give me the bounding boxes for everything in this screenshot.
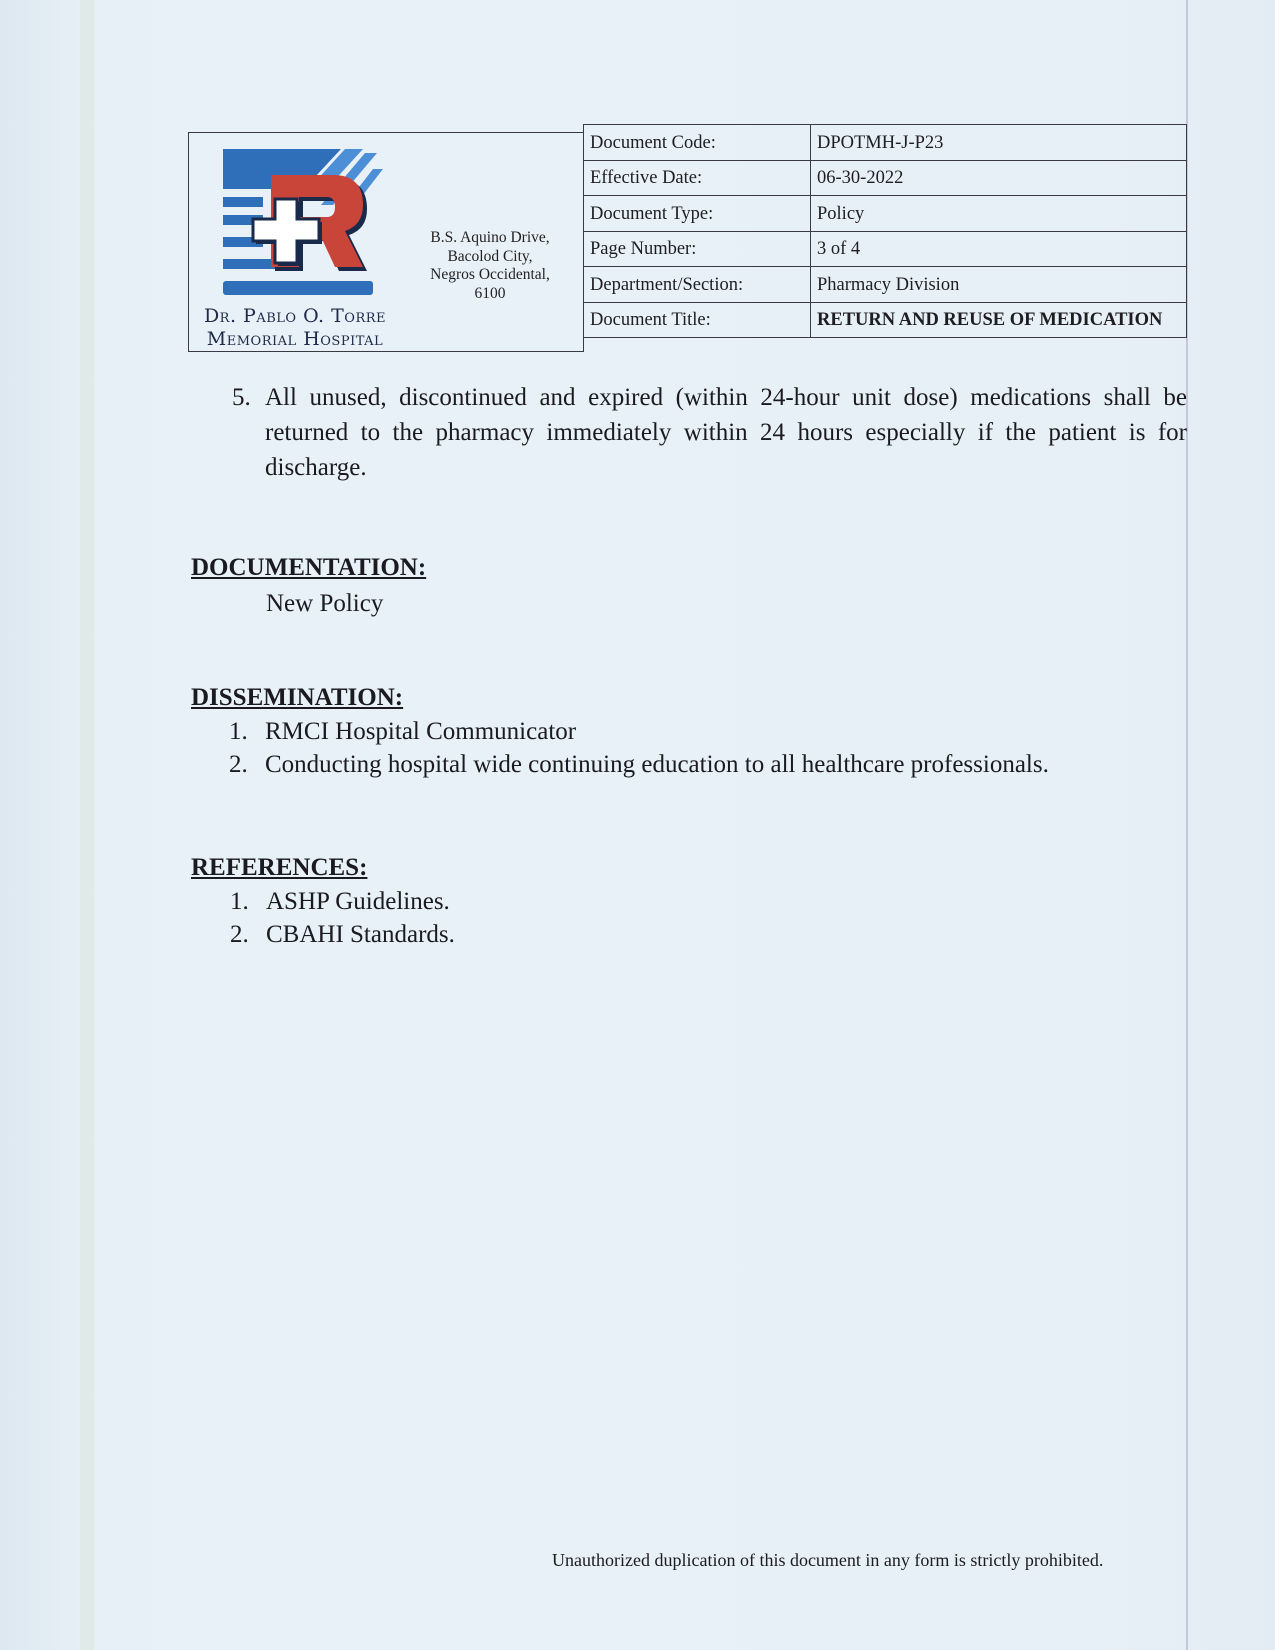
item-number: 5. (232, 384, 251, 411)
table-row (584, 125, 1187, 161)
address-line: Bacolod City, (447, 247, 533, 265)
list-item-number: 2. (229, 751, 248, 778)
list-item (229, 751, 1179, 783)
footer-notice: Unauthorized duplication of this document in any form is strictly prohibited. (552, 1550, 1104, 1570)
page-number-value: 3 of 4 (811, 231, 1187, 267)
hospital-address (411, 229, 569, 303)
list-item (230, 921, 730, 953)
document-title-value: RETURN AND REUSE OF MEDICATION (811, 302, 1187, 338)
table-row (584, 160, 1187, 196)
list-item-number: 2. (230, 921, 249, 948)
effective-date-value: 06-30-2022 (811, 160, 1187, 196)
list-item-text: ASHP Guidelines. (266, 888, 450, 915)
table-row (584, 196, 1187, 232)
list-item (230, 888, 730, 920)
address-line: 6100 (474, 284, 506, 302)
document-type-label: Document Type: (584, 196, 811, 232)
dissemination-heading: DISSEMINATION: (191, 684, 404, 711)
item-text: All unused, discontinued and expired (within 24-hour unit dose) medications shall be returned to the pharmacy immediately within 24 hours especially if the patient is for discharge. (265, 384, 1187, 481)
effective-date-label: Effective Date: (584, 160, 811, 196)
documentation-text: New Policy (266, 590, 384, 617)
list-item-text: CBAHI Standards. (266, 921, 455, 948)
table-row (584, 302, 1187, 338)
list-item-number: 1. (230, 888, 249, 915)
address-line: B.S. Aquino Drive, (430, 229, 550, 246)
hospital-name (195, 305, 395, 351)
document-type-value: Policy (811, 196, 1187, 232)
document-code-label: Document Code: (584, 125, 811, 161)
address-line: Negros Occidental, (430, 266, 550, 283)
list-item-text: RMCI Hospital Communicator (265, 718, 577, 745)
references-heading: REFERENCES: (191, 854, 368, 881)
hospital-name-line1: Dr. Pablo O. Torre (203, 305, 387, 327)
page-number-label: Page Number: (584, 231, 811, 267)
documentation-heading: DOCUMENTATION: (191, 554, 427, 581)
list-item-text: Conducting hospital wide continuing education to all healthcare professionals. (265, 751, 1049, 778)
hospital-logo (223, 149, 383, 299)
table-row (584, 231, 1187, 267)
department-label: Department/Section: (584, 267, 811, 303)
policy-item-5 (232, 380, 1187, 485)
scan-edge-band (80, 0, 94, 1650)
hospital-identity-box (188, 132, 584, 352)
document-info-table (583, 124, 1187, 338)
document-title-label: Document Title: (584, 302, 811, 338)
department-value: Pharmacy Division (811, 267, 1187, 303)
hospital-name-line2: Memorial Hospital (206, 328, 384, 350)
table-row (584, 267, 1187, 303)
list-item-number: 1. (229, 718, 248, 745)
document-code-value: DPOTMH-J-P23 (811, 125, 1187, 161)
list-item (229, 718, 1179, 750)
document-header (188, 124, 1188, 356)
